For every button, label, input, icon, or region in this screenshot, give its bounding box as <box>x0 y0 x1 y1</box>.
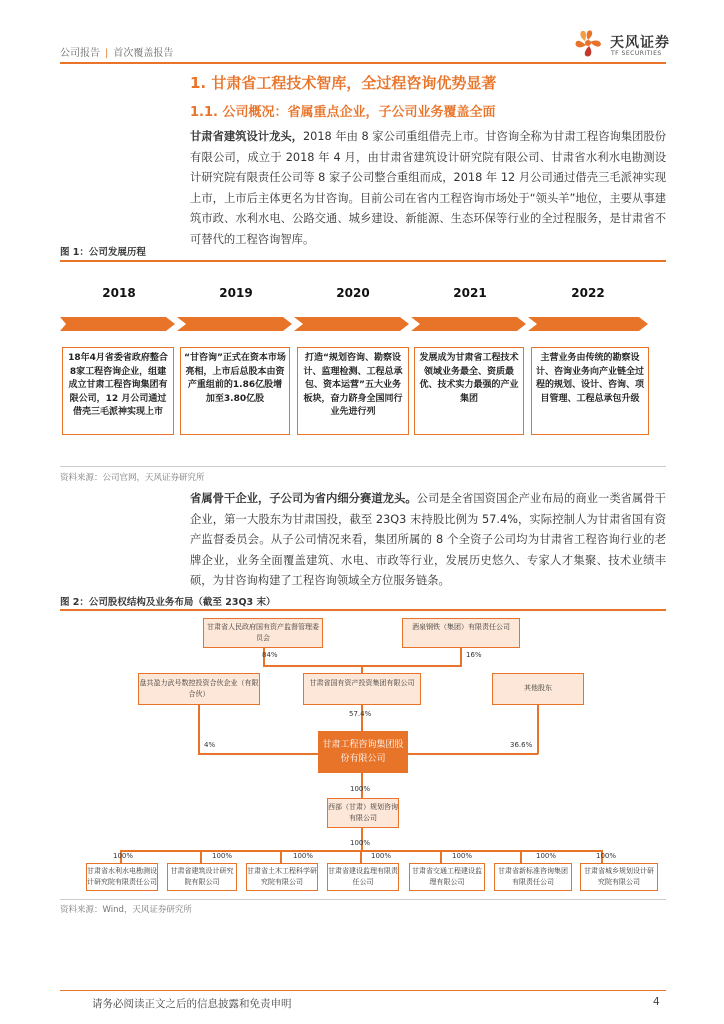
paragraph-body: 公司是全省国资国企产业布局的商业一类省属骨干企业，第一大股东为甘肃国投，截至 23Q3 末持股比例为 57.4%，实际控制人为甘肃省国有资产监督委员会。从子公司情况来看，集团所属的 8 个全资子公司均为甘肃省工程咨询行业的老牌企业，业务全面覆盖建筑、水电、市政等行业，发展历史悠久、专家人才集聚、技术业绩丰硕，为甘咨询构建了工程咨询领域全方位服务链条。 <box>190 492 666 587</box>
subsidiary-item: 甘肃省水利水电勘测设计研究院有限责任公司 <box>86 863 158 891</box>
figure2-source: 资料来源：Wind，天风证券研究所 <box>60 905 192 915</box>
connector-line <box>537 705 539 754</box>
pct-jisco: 16% <box>466 651 482 659</box>
subsidiary-item: 甘肃省城乡规划设计研究院有限公司 <box>580 863 658 891</box>
connector-line <box>263 665 462 667</box>
report-subtype: 首次覆盖报告 <box>113 48 174 59</box>
footer-disclaimer: 请务必阅读正文之后的信息披露和免责申明 <box>92 998 292 1010</box>
timeline-year: 2021 <box>453 286 487 300</box>
pct-bottom: 100% <box>596 852 617 860</box>
pct-sub: 100% <box>350 839 371 847</box>
paragraph-lead: 甘肃省建筑设计龙头， <box>190 130 303 143</box>
timeline-arrow <box>411 317 526 331</box>
report-type: 公司报告 <box>60 48 100 59</box>
section-heading: 1. 甘肃省工程技术智库，全过程咨询优势显著 <box>190 74 497 92</box>
figure1-source-divider <box>60 466 666 467</box>
pct-gansu-investment: 57.4% <box>349 710 372 718</box>
connector-line <box>361 705 363 731</box>
paragraph-body: 2018 年由 8 家公司重组借壳上市。甘咨询全称为甘肃工程咨询集团股份有限公司，成立于 2018 年 4 月，由甘肃省建筑设计研究院有限公司、甘肃省水利水电勘测设计研究院有限责任公司等 8 家子公司整合重组而成，2018 年 12 月公司通过借壳三毛派神实现上市，上市后主体更名为甘咨询。目前公司在省内工程咨询市场处于“领头羊”地位，主要从事建筑市政、水利水电、公路交通、城乡建设、新能源、生态环保等行业的全过程服务，是甘肃省不可替代的工程咨询智库。 <box>190 130 667 246</box>
pct-bottom: 100% <box>371 852 392 860</box>
logo-text-cn: 天风证券 <box>610 35 670 51</box>
subsidiary-item: 甘肃省交通工程建设监理有限公司 <box>409 863 485 891</box>
pct-bottom: 100% <box>113 852 134 860</box>
shareholder-gansu-investment: 甘肃省国有资产投资集团有限公司 <box>303 673 421 705</box>
shareholder-jisco: 酒泉钢铁（集团）有限责任公司 <box>402 618 520 648</box>
connector-line <box>520 850 522 864</box>
figure1-divider <box>60 260 666 262</box>
company-logo <box>570 26 670 60</box>
pct-others: 36.6% <box>510 741 533 749</box>
connector-line <box>440 850 442 864</box>
subsidiary-item: 甘肃省新标准咨询集团有限责任公司 <box>494 863 572 891</box>
timeline-year: 2020 <box>336 286 370 300</box>
shareholder-sasac: 甘肃省人民政府国有资产监督管理委员会 <box>203 618 323 648</box>
timeline-arrow <box>294 317 409 331</box>
timeline-event: “甘咨询”正式在资本市场亮相，上市后总股本由资产重组前的1.86亿股增加至3.80亿股 <box>180 347 290 435</box>
pct-bottom: 100% <box>212 852 233 860</box>
paragraph-lead: 省属骨干企业，子公司为省内细分赛道龙头。 <box>190 492 417 505</box>
subsidiary-item: 甘肃省建筑设计研究院有限公司 <box>167 863 237 891</box>
timeline-year: 2018 <box>102 286 136 300</box>
connector-line <box>200 850 202 864</box>
figure2-divider <box>60 609 666 611</box>
subsidiary-item: 甘肃省建设监理有限责任公司 <box>327 863 399 891</box>
figure1-title: 图 1：公司发展历程 <box>60 247 146 258</box>
pct-main-down: 100% <box>350 785 371 793</box>
timeline-event: 18年4月省委省政府整合8家工程咨询企业，组建成立甘肃工程咨询集团有限公司，12 月公司通过借壳三毛派神实现上市 <box>62 347 174 435</box>
figure1-source: 资料来源：公司官网，天风证券研究所 <box>60 473 205 483</box>
pct-bottom: 100% <box>536 852 557 860</box>
timeline-year: 2019 <box>219 286 253 300</box>
timeline-event: 发展成为甘肃省工程技术领域业务最全、资质最优、技术实力最强的产业集团 <box>414 347 524 435</box>
report-header: 公司报告 | 首次覆盖报告 <box>60 48 174 59</box>
connector-line <box>407 753 538 755</box>
pct-sasac: 84% <box>262 651 278 659</box>
connector-line <box>460 648 462 665</box>
footer-divider <box>60 990 666 991</box>
connector-line <box>280 850 282 864</box>
subsidiary-item: 甘肃省土木工程科学研究院有限公司 <box>246 863 318 891</box>
subsidiary-western-planning: 西部（甘肃）规划咨询有限公司 <box>327 798 399 828</box>
pct-partnership: 4% <box>204 741 216 749</box>
page-number: 4 <box>653 996 660 1008</box>
shareholder-partnership: 盘共盈力武号数控投资合伙企业（有限合伙） <box>138 673 260 705</box>
timeline-event: 主营业务由传统的勘察设计、咨询业务向产业链全过程的规划、设计、咨询、项目管理、工程总承包升级 <box>531 347 649 435</box>
subsection-heading: 1.1. 公司概况：省属重点企业，子公司业务覆盖全面 <box>190 105 496 120</box>
pct-bottom: 100% <box>293 852 314 860</box>
paragraph-company-overview <box>190 127 666 250</box>
timeline-event: 打造“规划咨询、勘察设计、监理检测、工程总承包、资本运营”五大业务板块，奋力跻身全国同行业先进行列 <box>297 347 409 435</box>
shareholder-others: 其他股东 <box>492 673 584 705</box>
connector-line <box>198 705 200 754</box>
pct-bottom: 100% <box>452 852 473 860</box>
logo-text-en: TF SECURITIES <box>611 50 662 57</box>
timeline-arrow <box>60 317 175 331</box>
connector-line <box>198 753 318 755</box>
paragraph-shareholding <box>190 489 666 592</box>
timeline-arrow <box>528 317 648 331</box>
figure2-source-divider <box>60 899 666 900</box>
connector-line <box>360 850 362 864</box>
timeline-year: 2022 <box>571 286 605 300</box>
figure2-title: 图 2：公司股权结构及业务布局（截至 23Q3 末） <box>60 597 276 608</box>
logo-mark-icon <box>570 26 606 60</box>
company-main: 甘肃工程咨询集团股份有限公司 <box>318 731 408 773</box>
header-divider <box>60 62 666 64</box>
timeline-arrow <box>177 317 292 331</box>
